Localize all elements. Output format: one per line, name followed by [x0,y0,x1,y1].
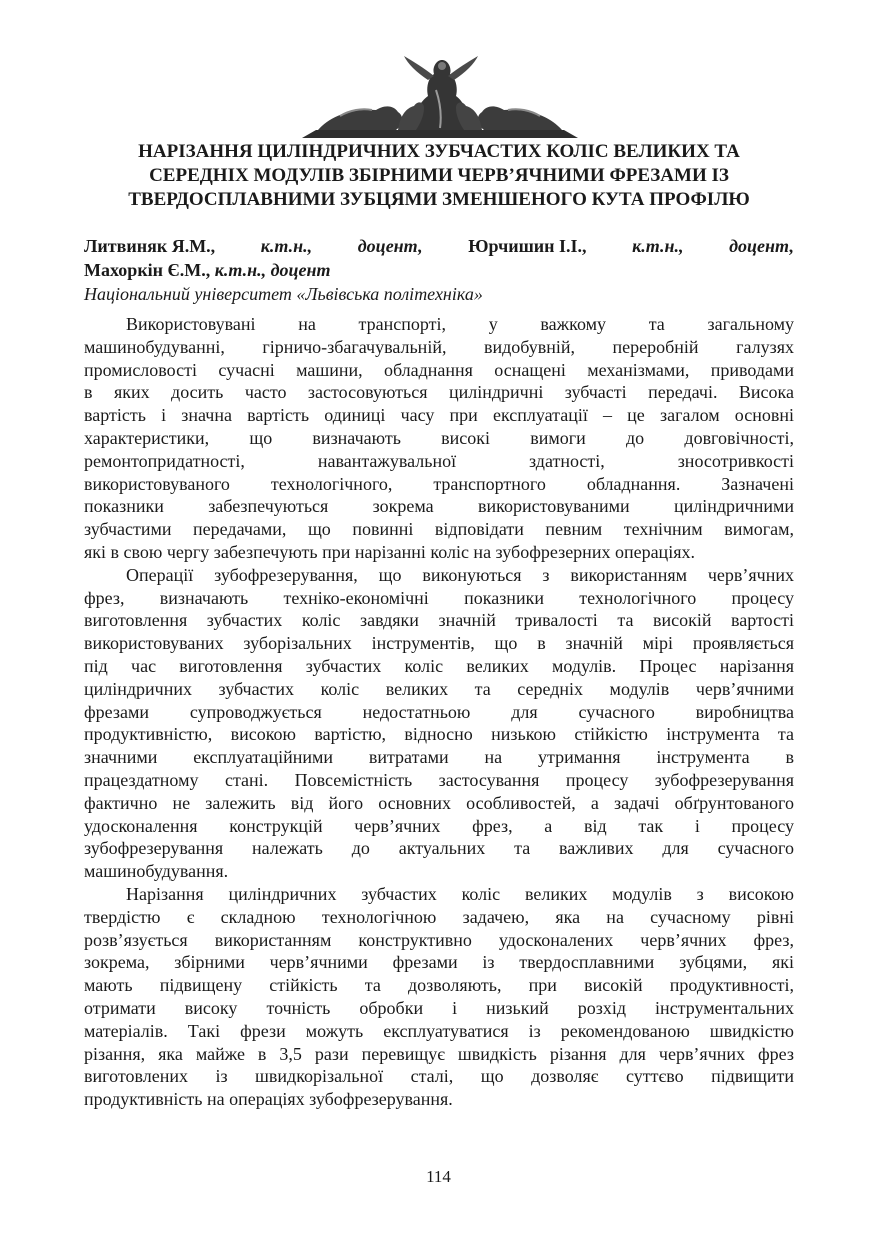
author-name: Юрчишин І.І., [468,236,587,256]
text-line: Нарізання циліндричних зубчастих коліс великих модулів з високою [126,883,794,904]
title-line: ТВЕРДОСПЛАВНИМИ ЗУБЦЯМИ ЗМЕНШЕНОГО КУТА ПРОФІЛЮ [128,189,750,210]
paragraph [84,883,794,1111]
affiliation: Національний університет «Львівська політехніка» [84,284,483,304]
text-line: виготовлених із швидкорізальної сталі, що дозволяє суттєво підвищити [84,1066,794,1087]
text-line: мають підвищену стійкість та дозволяють, при високій продуктивності, [84,975,794,996]
text-line: продуктивність на операціях зубофрезерування. [84,1089,453,1110]
text-line: продуктивністю, високою вартістю, відносно низькою стійкістю інструмента та [84,724,794,745]
text-line: машинобудування. [84,861,229,882]
author-name: Литвиняк Я.М., [84,236,216,256]
text-line: зокрема, збірними черв’ячними фрезами із твердосплавними зубцями, які [84,952,794,973]
text-line: фактично не залежить від його основних особливостей, а задачі обґрунтованого [84,792,794,813]
authors-block [84,234,794,282]
text-line: удосконалення конструкцій черв’ячних фрез, а від так і процесу [84,815,794,836]
article-body [84,313,794,1111]
text-line: використовуваних зуборізальних інструментів, що в значній мірі проявляється [84,633,794,654]
text-line: твердістю є складною технологічною задачею, яка на сучасному рівні [84,906,794,927]
text-line: вартість і значна вартість одиниці часу при експлуатації – це загалом основні [84,405,794,426]
text-line: характеристики, що визначають високі вимоги до довговічності, [84,427,794,448]
author-degree: к.т.н., [260,236,313,256]
text-line: різання, яка майже в 3,5 рази перевищує швидкість різання для черв’ячних фрез [84,1043,794,1064]
paragraph [84,313,794,564]
text-line: отримати високу точність обробки і низький розхід інструментальних [84,997,794,1018]
page-number: 114 [426,1167,451,1186]
author-degree: к.т.н., [632,236,684,256]
text-line: зубофрезерування належать до актуальних та важливих для сучасного [84,838,794,859]
text-line: матеріалів. Такі фрези можуть експлуатуватися із рекомендованою швидкістю [84,1020,794,1041]
text-line: розв’язується використанням конструктивно удосконалених черв’ячних фрез, [84,929,794,950]
text-line: фрез, визначають техніко-економічні показники технологічного процесу [84,587,794,608]
text-line: циліндричних зубчастих коліс великих та середніх модулів черв’ячними [84,678,794,699]
text-line: Використовувані на транспорті, у важкому та загальному [126,314,794,334]
author-title: доцент, [729,236,794,256]
text-line: в яких досить часто застосовуються циліндричні зубчасті передачі. Висока [84,382,794,403]
title-line: СЕРЕДНІХ МОДУЛІВ ЗБІРНИМИ ЧЕРВ’ЯЧНИМИ ФРЕЗАМИ ІЗ [149,165,729,186]
text-line: які в свою чергу забезпечують при нарізанні коліс на зубофрезерних операціях. [84,541,695,562]
text-line: працездатному стані. Повсемістність застосування процесу зубофрезерування [84,769,794,790]
title-line: НАРІЗАННЯ ЦИЛІНДРИЧНИХ ЗУБЧАСТИХ КОЛІС ВЕЛИКИХ ТА [138,141,740,162]
text-line: виготовлення зубчастих коліс завдяки значній тривалості та високій вартості [84,610,794,631]
text-line: промисловості сучасні машини, обладнання оснащені механізмами, приводами [84,359,794,380]
text-line: машинобудуванні, гірничо-збагачувальній, видобувній, переробній галузях [84,336,794,357]
text-line: значними експлуатаційними витратами на утримання інструмента в [84,747,794,768]
paragraph [84,564,794,883]
text-line: під час виготовлення зубчастих коліс великих модулів. Процес нарізання [84,655,794,676]
author-name: Махоркін Є.М., [84,260,211,280]
text-line: фрезами супроводжується недостатньою для сучасного виробництва [84,701,794,722]
text-line: зубчастими передачами, що повинні відповідати певним технічним вимогам, [84,519,794,540]
author-credentials: к.т.н., доцент [214,260,331,280]
authors-line [84,234,794,258]
text-line: показники забезпечуються зокрема використовуваними циліндричними [84,496,794,517]
text-line: використовуваного технологічного, транспортного обладнання. Зазначені [84,473,794,494]
text-line: ремонтопридатності, навантажувальної здатності, зносотривкості [84,450,794,471]
authors-line [84,258,794,282]
author-title: доцент, [357,236,423,256]
text-line: Операції зубофрезерування, що виконуються з використанням черв’ячних [126,564,794,585]
university-sculpture-emblem [300,50,580,140]
paper-title [84,140,794,212]
